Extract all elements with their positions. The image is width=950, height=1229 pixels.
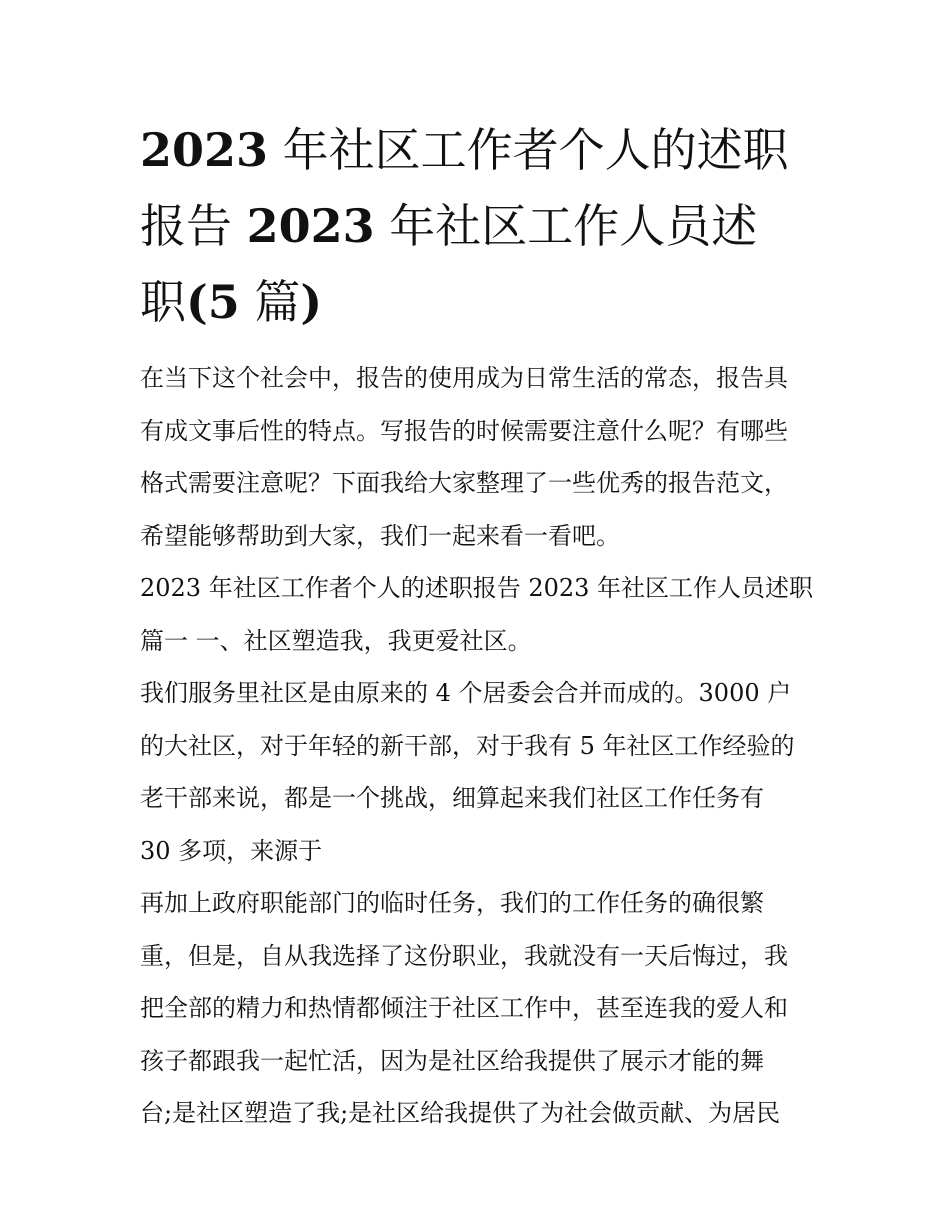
title-line-3: 职(5 篇) [140, 275, 323, 329]
body-line: 我们服务里社区是由原来的 4 个居委会合并而成的。3000 户 [140, 679, 792, 707]
document-body [140, 352, 820, 1140]
body-line: 再加上政府职能部门的临时任务，我们的工作任务的确很繁 [140, 889, 764, 917]
title-line-2: 报告 2023 年社区工作人员述 [140, 199, 758, 253]
body-line: 有成文事后性的特点。写报告的时候需要注意什么呢？有哪些 [140, 416, 788, 445]
body-line: 30 多项，来源于 [140, 836, 323, 865]
section-heading-line: 篇一 一、社区塑造我，我更爱社区。 [140, 626, 532, 655]
document-title [140, 112, 830, 340]
body-line: 把全部的精力和热情都倾注于社区工作中，甚至连我的爱人和 [140, 994, 788, 1022]
body-line: 台;是社区塑造了我;是社区给我提供了为社会做贡献、为居民 [140, 1099, 781, 1127]
body-line: 的大社区，对于年轻的新干部，对于我有 5 年社区工作经验的 [140, 731, 795, 760]
title-line-1: 2023 年社区工作者个人的述职 [140, 123, 789, 177]
body-line: 格式需要注意呢？下面我给大家整理了一些优秀的报告范文， [140, 469, 788, 497]
body-line: 在当下这个社会中，报告的使用成为日常生活的常态，报告具 [140, 364, 788, 392]
body-line: 老干部来说，都是一个挑战，细算起来我们社区工作任务有 [140, 784, 764, 812]
body-line: 希望能够帮助到大家，我们一起来看一看吧。 [140, 521, 620, 550]
body-line: 孩子都跟我一起忙活，因为是社区给我提供了展示才能的舞 [140, 1046, 764, 1075]
body-line: 重，但是，自从我选择了这份职业，我就没有一天后悔过，我 [140, 941, 788, 970]
section-heading-line: 2023 年社区工作者个人的述职报告 2023 年社区工作人员述职 [140, 574, 814, 602]
